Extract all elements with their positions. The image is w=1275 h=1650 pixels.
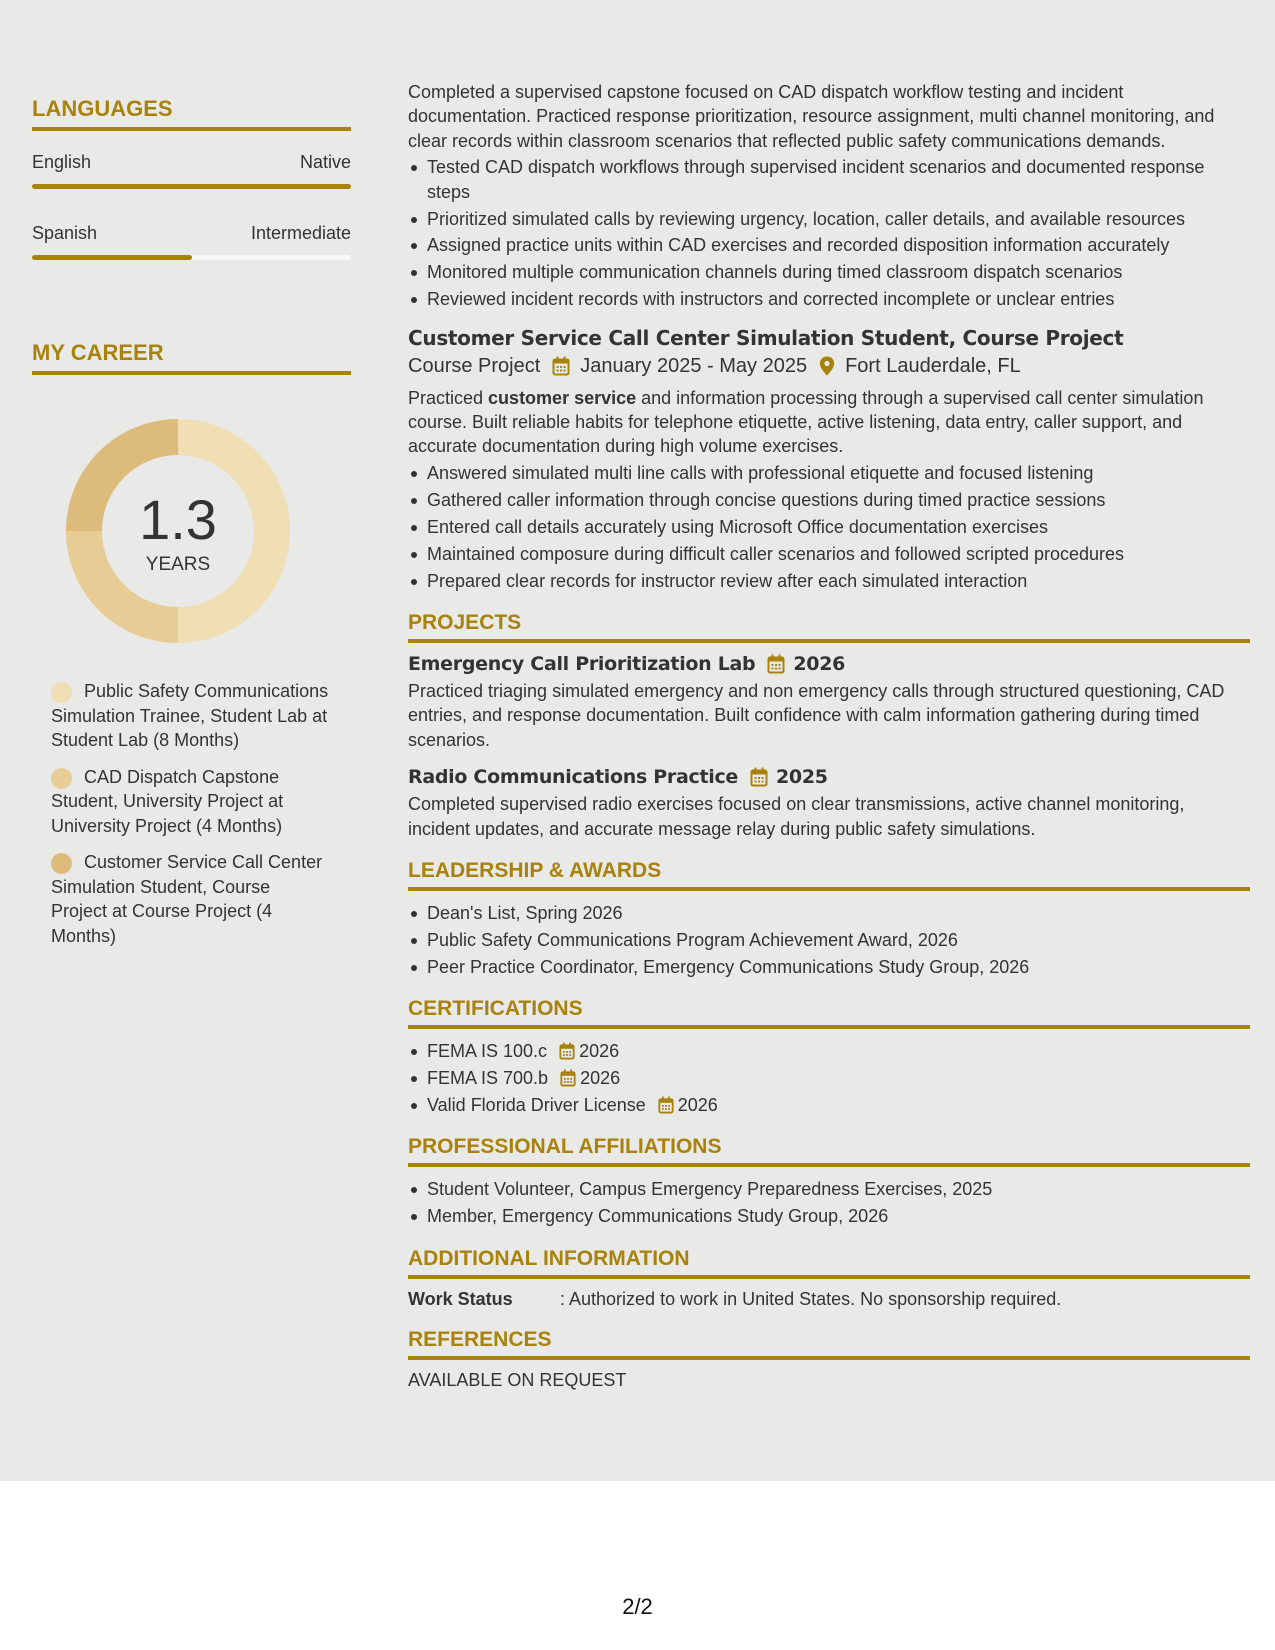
summary-text: Practiced xyxy=(408,387,489,408)
career-legend-text: Public Safety Communications Simulation Trainee, Student Lab at Student Lab (8 Months) xyxy=(51,681,329,750)
career-legend-item xyxy=(51,679,331,753)
list-item xyxy=(408,1093,1250,1117)
call-center-summary xyxy=(408,386,1250,459)
job-location: Fort Lauderdale, FL xyxy=(845,354,1021,377)
calendar-icon xyxy=(560,1069,576,1087)
certification-year: 2026 xyxy=(677,1094,718,1115)
list-item xyxy=(408,1066,1250,1090)
project-description: Completed supervised radio exercises focused on clear transmissions, active channel monitoring, incident updates, and accurate message relay during public safety simulations. xyxy=(408,794,1185,839)
calendar-icon xyxy=(750,767,768,787)
legend-dot xyxy=(51,768,72,789)
language-english xyxy=(32,152,351,189)
capstone-summary: Completed a supervised capstone focused on CAD dispatch workflow testing and incident documentation. Practiced response prioritization, resource assignment, multi channel monitoring, and clear records within classroom scenarios that reflected public safety communications demands. xyxy=(408,82,1215,151)
project-title: Radio Communications Practice xyxy=(408,766,738,789)
additional-info-heading: ADDITIONAL INFORMATION xyxy=(408,1247,1250,1279)
summary-text: and information processing through a supervised call center simulation course. Built reliable habits for telephone etiquette, active listening, data entry, caller support, and accurate documentation during high volume exercises. xyxy=(408,387,1204,457)
capstone-bullets xyxy=(408,155,1250,311)
career-heading: MY CAREER xyxy=(32,340,351,375)
job-title: Customer Service Call Center Simulation Student, Course Project xyxy=(408,325,1124,350)
job-meta xyxy=(408,355,1250,378)
language-level: Intermediate xyxy=(250,223,351,243)
list-item: Maintained composure during difficult caller scenarios and followed scripted procedures xyxy=(408,542,1250,566)
list-item: Entered call details accurately using Microsoft Office documentation exercises xyxy=(408,515,1250,539)
certifications-list xyxy=(408,1039,1250,1117)
list-item: Gathered caller information through concise questions during timed practice sessions xyxy=(408,488,1250,512)
career-donut-chart xyxy=(66,419,290,643)
list-item: Public Safety Communications Program Achievement Award, 2026 xyxy=(408,928,1250,952)
career-legend-item xyxy=(51,765,331,839)
project-title-row xyxy=(408,653,1250,675)
project-title-row xyxy=(408,766,1250,788)
languages-heading: LANGUAGES xyxy=(32,96,351,131)
project-description: Practiced triaging simulated emergency and non emergency calls through structured questioning, CAD entries, and response documentation. Built confidence with calm information gathering during timed scenarios. xyxy=(408,680,1225,750)
list-item: Prioritized simulated calls by reviewing urgency, location, caller details, and available resources xyxy=(408,207,1250,231)
sidebar xyxy=(32,96,351,960)
certification-name: Valid Florida Driver License xyxy=(427,1094,646,1115)
language-proficiency-bar xyxy=(32,184,351,189)
job-dates: January 2025 - May 2025 xyxy=(580,354,808,377)
project-title: Emergency Call Prioritization Lab xyxy=(408,652,756,675)
career-donut-center xyxy=(66,419,290,643)
awards-heading: LEADERSHIP & AWARDS xyxy=(408,859,1250,891)
projects-heading: PROJECTS xyxy=(408,611,1250,643)
list-item: Assigned practice units within CAD exercises and recorded disposition information accurately xyxy=(408,233,1250,257)
certification-name: FEMA IS 100.c xyxy=(427,1041,548,1062)
certification-year: 2026 xyxy=(579,1041,620,1062)
affiliations-list xyxy=(408,1177,1250,1228)
career-legend-text: Customer Service Call Center Simulation Student, Course Project at Course Project (4 Months) xyxy=(51,852,323,946)
list-item: Peer Practice Coordinator, Emergency Communications Study Group, 2026 xyxy=(408,955,1250,979)
calendar-icon xyxy=(767,654,785,674)
language-proficiency-bar xyxy=(32,255,351,260)
work-status-row xyxy=(408,1289,1250,1310)
language-level: Native xyxy=(299,152,351,172)
career-total-unit: YEARS xyxy=(145,554,211,575)
language-proficiency-fill xyxy=(32,255,192,260)
summary-keyword: customer service xyxy=(488,387,637,408)
list-item: Prepared clear records for instructor review after each simulated interaction xyxy=(408,569,1250,593)
project-item xyxy=(408,766,1250,841)
list-item: Tested CAD dispatch workflows through supervised incident scenarios and documented response steps xyxy=(408,155,1250,204)
page-number: 2/2 xyxy=(622,1594,653,1619)
calendar-icon xyxy=(559,1042,575,1060)
certification-name: FEMA IS 700.b xyxy=(427,1068,549,1089)
calendar-icon xyxy=(552,356,570,376)
career-legend-item xyxy=(51,850,331,948)
career-total-years: 1.3 xyxy=(139,488,217,551)
project-year: 2026 xyxy=(793,652,846,675)
awards-list xyxy=(408,901,1250,979)
career-legend-text: CAD Dispatch Capstone Student, University Project at University Project (4 Months) xyxy=(51,766,284,836)
list-item: Monitored multiple communication channels during timed classroom dispatch scenarios xyxy=(408,260,1250,284)
calendar-icon xyxy=(658,1096,674,1114)
language-proficiency-fill xyxy=(32,184,351,189)
call-center-bullets xyxy=(408,461,1250,593)
list-item xyxy=(408,1039,1250,1063)
work-status-value: : Authorized to work in United States. No sponsorship required. xyxy=(560,1288,1062,1309)
project-year: 2025 xyxy=(776,766,828,789)
list-item: Dean's List, Spring 2026 xyxy=(408,901,1250,925)
map-pin-icon xyxy=(819,356,835,376)
certifications-heading: CERTIFICATIONS xyxy=(408,997,1250,1029)
job-company: Course Project xyxy=(408,354,541,377)
references-text: AVAILABLE ON REQUEST xyxy=(408,1369,627,1390)
references-heading: REFERENCES xyxy=(408,1328,1250,1360)
list-item: Reviewed incident records with instructors and corrected incomplete or unclear entries xyxy=(408,287,1250,311)
language-spanish xyxy=(32,223,351,260)
language-name: English xyxy=(32,152,92,172)
list-item: Answered simulated multi line calls with professional etiquette and focused listening xyxy=(408,461,1250,485)
language-name: Spanish xyxy=(32,223,98,243)
work-status-label: Work Status xyxy=(408,1288,513,1309)
list-item: Member, Emergency Communications Study Group, 2026 xyxy=(408,1204,1250,1228)
affiliations-heading: PROFESSIONAL AFFILIATIONS xyxy=(408,1135,1250,1167)
legend-dot xyxy=(51,853,72,874)
certification-year: 2026 xyxy=(580,1068,621,1089)
project-item xyxy=(408,653,1250,752)
main-content xyxy=(408,80,1250,1391)
career-legend xyxy=(51,679,331,948)
legend-dot xyxy=(51,682,72,703)
list-item: Student Volunteer, Campus Emergency Preparedness Exercises, 2025 xyxy=(408,1177,1250,1201)
